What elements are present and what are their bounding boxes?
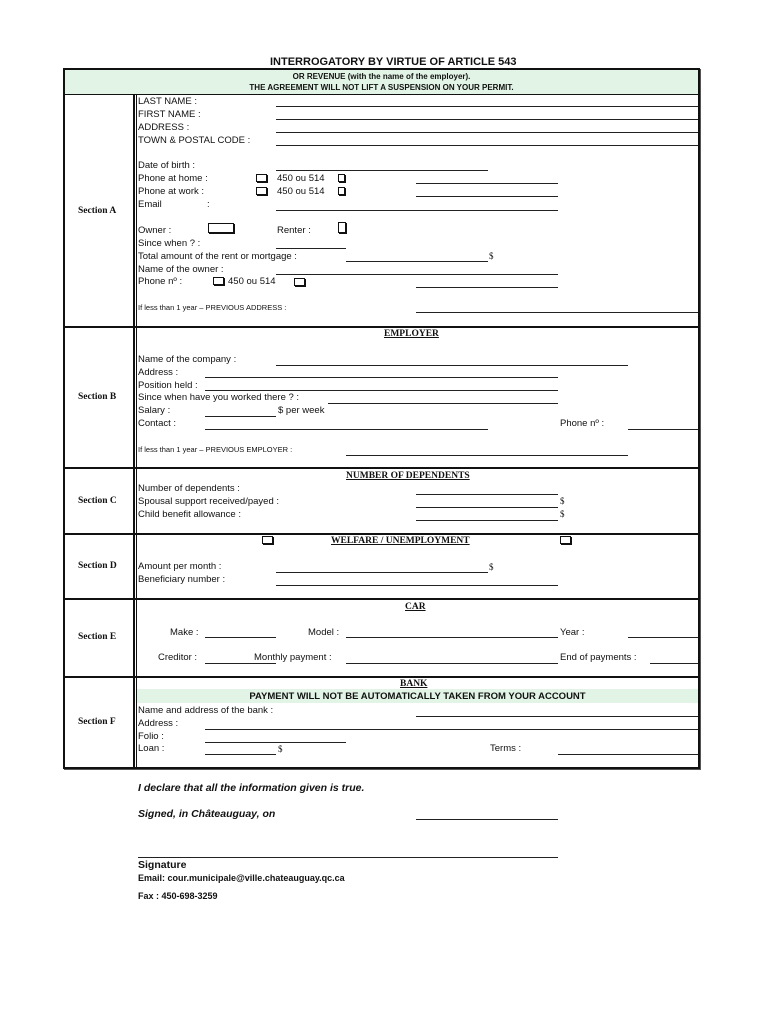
first-name-label: FIRST NAME : [138, 109, 201, 120]
spousal-currency: $ [560, 496, 565, 506]
loan-label: Loan : [138, 743, 165, 754]
dependents-field[interactable] [416, 494, 558, 495]
renter-label: Renter : [277, 225, 311, 236]
welfare-heading: WELFARE / UNEMPLOYMENT [331, 536, 470, 546]
page-title: INTERROGATORY BY VIRTUE OF ARTICLE 543 [270, 56, 517, 68]
phone-home-prefix: 450 ou 514 [277, 173, 325, 184]
employer-address-field[interactable] [205, 377, 558, 378]
prev-address-label: If less than 1 year – PREVIOUS ADDRESS : [138, 303, 287, 312]
child-field[interactable] [416, 520, 558, 521]
divider-c-d [65, 533, 698, 535]
loan-currency: $ [278, 744, 283, 754]
phone-work-field[interactable] [416, 196, 558, 197]
divider-b-c [65, 467, 698, 469]
phone-work-prefix-checkbox[interactable] [338, 187, 345, 195]
email-label: Email [138, 199, 162, 210]
owner-name-field[interactable] [276, 274, 558, 275]
make-label: Make : [170, 627, 199, 638]
folio-label: Folio : [138, 731, 164, 742]
unemployment-checkbox[interactable] [560, 536, 571, 544]
terms-field[interactable] [558, 754, 698, 755]
section-f-label: Section F [78, 717, 116, 727]
bank-name-field[interactable] [416, 716, 698, 717]
spousal-label: Spousal support received/payed : [138, 496, 280, 507]
since-when-field[interactable] [276, 248, 346, 249]
divider-e-f [65, 676, 698, 678]
divider-d-e [65, 598, 698, 600]
divider-a-b [65, 326, 698, 328]
email-colon: : [207, 199, 210, 210]
rent-currency: $ [489, 251, 494, 261]
prev-employer-field[interactable] [346, 455, 628, 456]
end-payments-label: End of payments : [560, 652, 637, 663]
monthly-label: Monthly payment : [254, 652, 332, 663]
salary-label: Salary : [138, 405, 171, 416]
owner-phone-label: Phone nº : [138, 276, 183, 287]
make-field[interactable] [205, 637, 276, 638]
child-currency: $ [560, 509, 565, 519]
label-column-divider [133, 94, 135, 768]
model-field[interactable] [346, 637, 558, 638]
section-b-label: Section B [78, 392, 117, 402]
year-field[interactable] [628, 637, 698, 638]
address-field[interactable] [276, 132, 698, 133]
employer-phone-label: Phone nº : [560, 418, 605, 429]
last-name-field[interactable] [276, 106, 698, 107]
owner-name-label: Name of the owner : [138, 264, 224, 275]
signature-label: Signature [138, 859, 187, 871]
phone-work-label: Phone at work : [138, 186, 205, 197]
bank-address-label: Address : [138, 718, 179, 729]
phone-work-prefix: 450 ou 514 [277, 186, 325, 197]
owner-checkbox[interactable] [208, 223, 234, 233]
signature-field[interactable] [138, 857, 558, 858]
dependents-label: Number of dependents : [138, 483, 240, 494]
employer-phone-field[interactable] [628, 429, 698, 430]
label-column-divider-inner [136, 94, 137, 768]
owner-phone-prefix: 450 ou 514 [228, 276, 276, 287]
email-contact: Email: cour.municipale@ville.chateauguay.qc.ca [138, 873, 345, 883]
prev-employer-label: If less than 1 year – PREVIOUS EMPLOYER : [138, 445, 293, 454]
per-week-label: $ per week [278, 405, 325, 416]
first-name-field[interactable] [276, 119, 698, 120]
folio-field[interactable] [205, 742, 346, 743]
salary-field[interactable] [205, 416, 276, 417]
amount-field[interactable] [276, 572, 488, 573]
car-heading: CAR [405, 602, 426, 612]
terms-label: Terms : [490, 743, 522, 754]
dob-field[interactable] [276, 170, 488, 171]
fax-contact: Fax : 450-698-3259 [138, 891, 218, 901]
section-d-label: Section D [78, 561, 117, 571]
end-payments-field[interactable] [650, 663, 698, 664]
section-c-label: Section C [78, 496, 117, 506]
since-worked-field[interactable] [328, 403, 558, 404]
dependents-heading: NUMBER OF DEPENDENTS [346, 471, 470, 481]
employer-heading: EMPLOYER [384, 329, 439, 339]
phone-home-field[interactable] [416, 183, 558, 184]
rent-amount-label: Total amount of the rent or mortgage : [138, 251, 297, 262]
position-label: Position held : [138, 380, 198, 391]
bank-heading: BANK [400, 679, 428, 689]
company-field[interactable] [276, 365, 628, 366]
phone-home-checkbox[interactable] [256, 174, 267, 182]
owner-phone-field[interactable] [416, 287, 558, 288]
beneficiary-field[interactable] [276, 585, 558, 586]
beneficiary-label: Beneficiary number : [138, 574, 226, 585]
phone-work-checkbox[interactable] [256, 187, 267, 195]
amount-label: Amount per month : [138, 561, 222, 572]
phone-home-label: Phone at home : [138, 173, 208, 184]
email-field[interactable] [276, 210, 558, 211]
banner-line-1: OR REVENUE (with the name of the employer). [292, 72, 471, 81]
banner-line-2: THE AGREEMENT WILL NOT LIFT A SUSPENSION ON YOUR PERMIT. [249, 83, 514, 92]
since-when-label: Since when ? : [138, 238, 201, 249]
address-label: ADDRESS : [138, 122, 190, 133]
dob-label: Date of birth : [138, 160, 196, 171]
bank-address-field[interactable] [205, 729, 698, 730]
spousal-field[interactable] [416, 507, 558, 508]
bank-notice: PAYMENT WILL NOT BE AUTOMATICALLY TAKEN FROM YOUR ACCOUNT [249, 691, 586, 702]
position-field[interactable] [205, 390, 558, 391]
owner-phone-prefix-checkbox[interactable] [294, 278, 305, 286]
contact-label: Contact : [138, 418, 177, 429]
child-label: Child benefit allowance : [138, 509, 241, 520]
company-label: Name of the company : [138, 354, 237, 365]
loan-field[interactable] [205, 754, 276, 755]
town-label: TOWN & POSTAL CODE : [138, 135, 251, 146]
welfare-checkbox[interactable] [262, 536, 273, 544]
town-field[interactable] [276, 145, 698, 146]
phone-home-prefix-checkbox[interactable] [338, 174, 345, 182]
since-worked-label: Since when have you worked there ? : [138, 392, 300, 403]
section-a-label: Section A [78, 206, 117, 216]
owner-phone-checkbox[interactable] [213, 277, 224, 285]
owner-label: Owner : [138, 225, 172, 236]
employer-address-label: Address : [138, 367, 179, 378]
section-e-label: Section E [78, 632, 117, 642]
signed-in: Signed, in Châteauguay, on [138, 808, 276, 820]
amount-currency: $ [489, 562, 494, 572]
renter-checkbox[interactable] [338, 222, 346, 233]
prev-address-field[interactable] [416, 312, 698, 313]
declaration: I declare that all the information given is true. [138, 782, 365, 794]
year-label: Year : [560, 627, 585, 638]
signed-date-field[interactable] [416, 819, 558, 820]
creditor-field[interactable] [205, 663, 276, 664]
creditor-label: Creditor : [158, 652, 198, 663]
model-label: Model : [308, 627, 340, 638]
rent-amount-field[interactable] [346, 261, 488, 262]
contact-field[interactable] [205, 429, 488, 430]
monthly-field[interactable] [346, 663, 558, 664]
last-name-label: LAST NAME : [138, 96, 197, 107]
bank-name-label: Name and address of the bank : [138, 705, 274, 716]
